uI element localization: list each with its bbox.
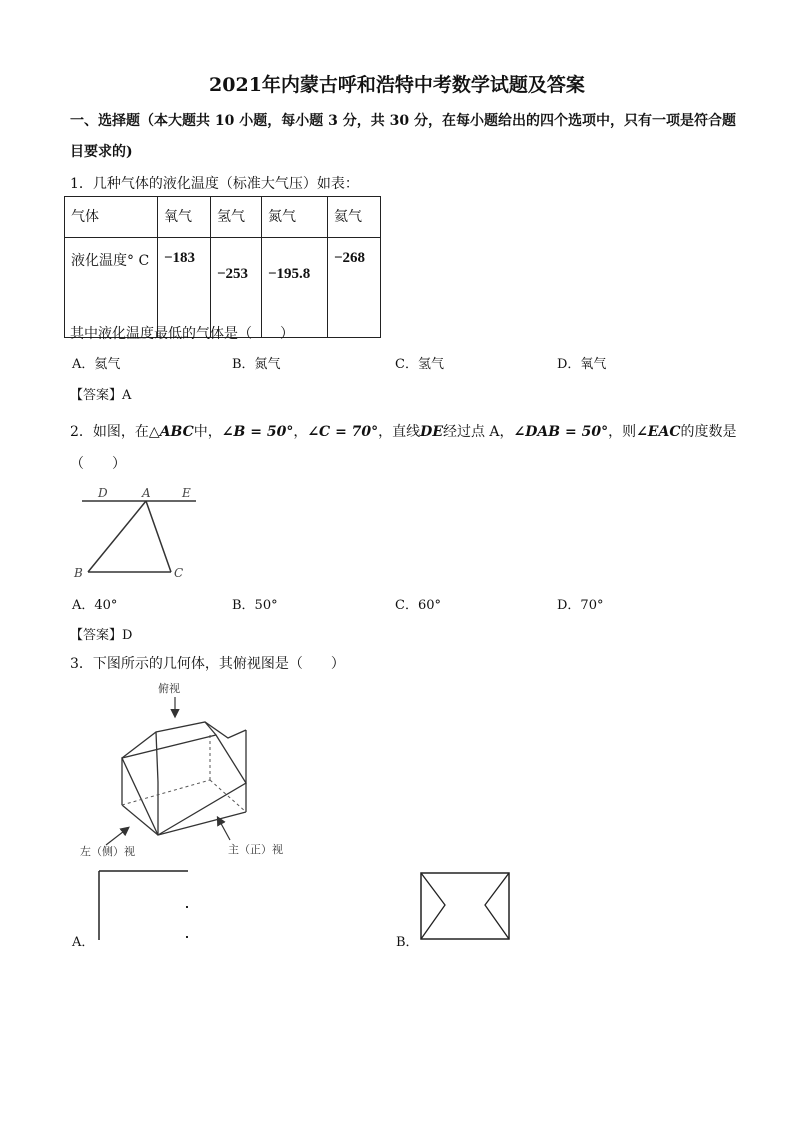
q2-triangle: △ABC [148,424,194,440]
table-row-label: 液化温度° C [65,238,158,338]
figure-rect [421,873,509,939]
section-heading-line1: 一、选择题（本大题共 10 小题，每小题 3 分，共 30 分，在每小题给出的四个选项中，只有一项是符合题 [70,113,736,129]
q2-stem-text: 中， [193,424,222,440]
q2-stem-text: ，直线 [378,424,421,440]
figure-line [421,873,445,939]
side-ac [146,501,171,572]
q2-angle-dab: ∠DAB = 50° [513,424,609,440]
solid-hidden-edge [210,780,246,812]
q2-line-de: DE [420,424,443,440]
figure-dot [186,936,188,938]
q2-angle-b: ∠B = 50° [221,424,294,440]
figure-dot [186,906,188,908]
q2-stem-text: ，则 [608,424,637,440]
q3-solid-figure [70,680,310,865]
label-c: C [174,566,184,580]
q1-option-b[interactable]: B．氮气 [232,357,281,372]
q3-option-a-figure [96,870,192,942]
label-front-view: 主（正）视 [228,843,283,856]
q2-stem-text: 经过点 A， [442,424,514,440]
q1-option-c[interactable]: C．氢气 [395,357,444,372]
q2-stem-text: 2．如图，在 [70,424,149,440]
q3-option-b[interactable]: B． [396,935,419,950]
q2-angle-c: ∠C = 70° [307,424,379,440]
q1-option-a[interactable]: A．氦气 [72,357,121,372]
table-header-row [65,197,381,238]
figure-line [485,873,509,939]
q2-option-d[interactable]: D．70° [557,598,604,613]
q1-question: 其中液化温度最低的气体是（ ） [70,326,294,342]
solid-edge [156,732,158,782]
q2-option-a[interactable]: A．40° [72,598,118,613]
solid-edge [158,812,246,835]
label-left-view: 左（侧）视 [80,845,135,858]
label-a: A [142,486,151,500]
q2-option-c[interactable]: C．60° [395,598,441,613]
q1-stem: 1．几种气体的液化温度（标准大气压）如表： [70,176,359,192]
table-cell-value: −253 [211,238,262,338]
q2-triangle-figure [70,484,200,584]
arrow-icon [218,818,230,840]
arrow-icon [106,828,128,845]
q2-stem [70,421,736,441]
q1-option-d[interactable]: D．氧气 [557,357,607,372]
q2-angle-eac: ∠EAC [636,424,681,440]
q3-stem: 3．下图所示的几何体，其俯视图是（ ） [70,656,345,672]
q1-gas-table [64,196,381,338]
side-ab [88,501,146,572]
q2-stem-text: ， [293,424,308,440]
page-title: 2021年内蒙古呼和浩特中考数学试题及答案 [209,74,585,96]
q2-stem-text: 的度数是 [680,424,737,440]
q3-option-b-figure [420,872,512,942]
solid-edge [122,805,158,835]
q2-option-b[interactable]: B．50° [232,598,278,613]
table-cell-value: −183 [158,238,211,338]
table-header-cell: 氮气 [262,197,328,238]
label-d: D [98,486,108,500]
q3-option-a[interactable]: A． [72,935,95,950]
table-cell-value: −268 [328,238,381,338]
q2-paren: （ ） [70,456,126,472]
table-header-cell: 氧气 [158,197,211,238]
section-heading-line2: 目要求的) [70,144,133,160]
label-top-view: 俯视 [158,682,180,695]
table-header-cell: 氢气 [211,197,262,238]
table-cell-value: −195.8 [262,238,328,338]
label-e: E [182,486,191,500]
q1-answer: 【答案】A [70,388,132,403]
label-b: B [74,566,83,580]
table-header-cell: 气体 [65,197,158,238]
table-header-cell: 氦气 [328,197,381,238]
q2-answer: 【答案】D [70,628,133,643]
solid-hidden-edge [122,780,210,805]
